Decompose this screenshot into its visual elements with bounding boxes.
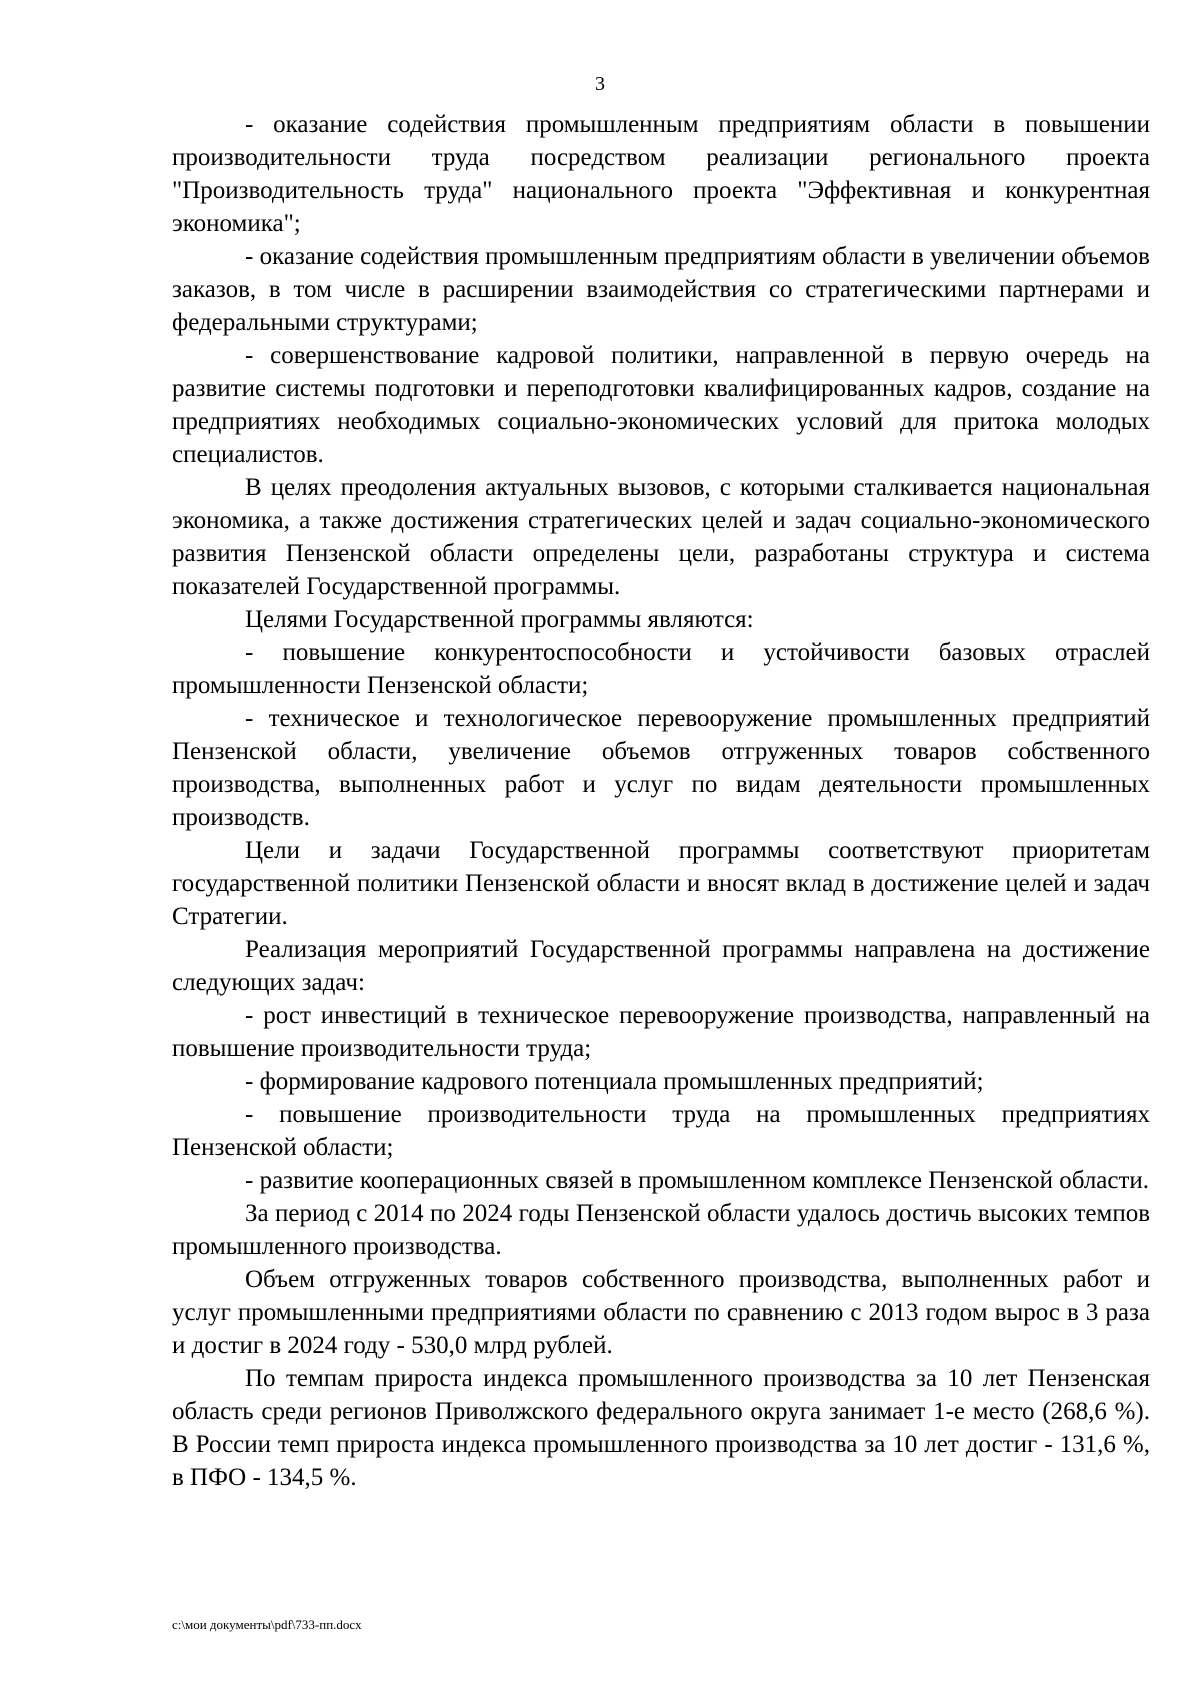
paragraph-list-item: - техническое и технологическое перевооружение промышленных предприятий Пензенской области, увеличение объемов отгруженных товаров собственного производства, выполненных работ и услуг по видам деятельности промышленных производств.	[172, 705, 1150, 831]
paragraph: Цели и задачи Государственной программы соответствуют приоритетам государственной политики Пензенской области и вносят вклад в достижение целей и задач Стратегии.	[172, 837, 1150, 930]
page-number: 3	[595, 73, 605, 95]
paragraph: Целями Государственной программы являются:	[245, 606, 754, 633]
paragraph: В целях преодоления актуальных вызовов, с которыми сталкивается национальная экономика, а также достижения стратегических целей и задач социально-экономического развития Пензенской области определены цели, разработаны структура и система показателей Государственной программы.	[172, 474, 1150, 600]
paragraph: Реализация мероприятий Государственной программы направлена на достижение следующих задач:	[172, 936, 1150, 996]
paragraph: По темпам прироста индекса промышленного производства за 10 лет Пензенская область среди регионов Приволжского федерального округа занимает 1-е место (268,6 %). В России темп прироста индекса промышленного производства за 10 лет достиг - 131,6 %, в ПФО - 134,5 %.	[172, 1365, 1150, 1491]
paragraph-list-item: - повышение производительности труда на промышленных предприятиях Пензенской области;	[172, 1101, 1150, 1161]
paragraph: Объем отгруженных товаров собственного производства, выполненных работ и услуг промышленными предприятиями области по сравнению с 2013 годом вырос в 3 раза и достиг в 2024 году - 530,0 млрд рублей.	[172, 1266, 1150, 1359]
paragraph-list-item: - повышение конкурентоспособности и устойчивости базовых отраслей промышленности Пензенской области;	[172, 639, 1150, 699]
paragraph-list-item: - развитие кооперационных связей в промышленном комплексе Пензенской области.	[245, 1167, 1150, 1194]
paragraph-list-item: - оказание содействия промышленным предприятиям области в повышении производительности труда посредством реализации регионального проекта "Производительность труда" национального проекта "Эффективная и конкурентная экономика";	[172, 111, 1150, 237]
paragraph: За период с 2014 по 2024 годы Пензенской области удалось достичь высоких темпов промышленного производства.	[172, 1200, 1150, 1260]
paragraph-list-item: - совершенствование кадровой политики, направленной в первую очередь на развитие системы подготовки и переподготовки квалифицированных кадров, создание на предприятиях необходимых социально-экономических условий для притока молодых специалистов.	[172, 342, 1150, 468]
paragraph-list-item: - рост инвестиций в техническое перевооружение производства, направленный на повышение производительности труда;	[172, 1002, 1150, 1062]
document-body	[172, 108, 1150, 1494]
footer-file-path: c:\мои документы\pdf\733-пп.docx	[172, 1617, 362, 1632]
paragraph-list-item: - оказание содействия промышленным предприятиям области в увеличении объемов заказов, в том числе в расширении взаимодействия со стратегическими партнерами и федеральными структурами;	[172, 243, 1150, 336]
paragraph-list-item: - формирование кадрового потенциала промышленных предприятий;	[245, 1068, 984, 1095]
